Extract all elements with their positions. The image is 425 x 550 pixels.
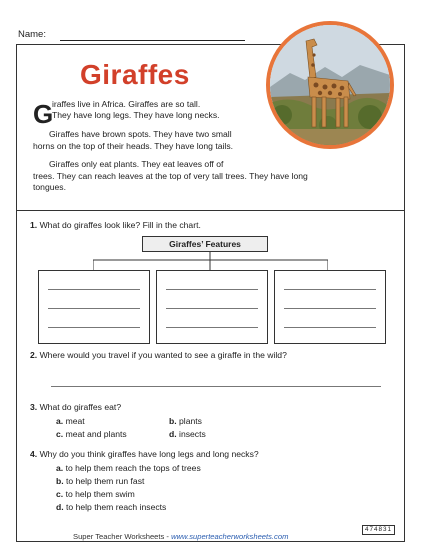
question-1-number: 1.: [30, 220, 38, 230]
question-3-option-d[interactable]: d. insects: [169, 429, 206, 439]
question-4-option-c[interactable]: c. to help them swim: [56, 489, 135, 499]
footer: [73, 532, 288, 541]
question-4-number: 4.: [30, 449, 38, 459]
question-3-option-a[interactable]: a. meat: [56, 416, 85, 426]
question-4-text: Why do you think giraffes have long legs and long necks?: [39, 449, 259, 459]
worksheet-code: 474831: [362, 525, 395, 535]
dropcap-letter: G: [33, 99, 54, 129]
question-4-option-a[interactable]: a. to help them reach the tops of trees: [56, 463, 201, 473]
story-paragraph-3-line-3: tongues.: [33, 182, 66, 192]
question-4-option-d[interactable]: d. to help them reach insects: [56, 502, 167, 512]
story-paragraph-2-line-1: Giraffes have brown spots. They have two small: [49, 129, 232, 139]
story-paragraph-1-line-2: They have long legs. They have long necks.: [52, 110, 220, 120]
name-input-line[interactable]: [60, 40, 245, 41]
story-title: Giraffes: [80, 59, 190, 90]
question-2-number: 2.: [30, 350, 38, 360]
feature-box-1[interactable]: [38, 270, 150, 344]
name-label: Name:: [18, 29, 46, 40]
story-paragraph-3-line-1: Giraffes only eat plants. They eat leaves off of: [49, 159, 224, 169]
feature-box-2[interactable]: [156, 270, 268, 344]
question-3-text: What do giraffes eat?: [39, 402, 122, 412]
feature-box-3[interactable]: [274, 270, 386, 344]
question-3-option-c[interactable]: c. meat and plants: [56, 429, 127, 439]
question-3-number: 3.: [30, 402, 38, 412]
question-2-text: Where would you travel if you wanted to see a giraffe in the wild?: [39, 350, 287, 360]
question-3: [30, 402, 121, 413]
story-paragraph-1-line-1: iraffes live in Africa. Giraffes are so tall.: [52, 99, 201, 109]
question-1-text: What do giraffes look like? Fill in the chart.: [39, 220, 201, 230]
features-chart-title: Giraffes’ Features: [142, 236, 268, 252]
question-3-option-b[interactable]: b. plants: [169, 416, 202, 426]
story-paragraph-3-line-2: trees. They can reach leaves at the top of very tall trees. They have long: [33, 171, 308, 181]
chart-connector-lines: [93, 252, 328, 270]
question-2: [30, 350, 287, 361]
question-2-answer-line[interactable]: [51, 386, 381, 387]
question-4: [30, 449, 259, 460]
footer-url-link[interactable]: www.superteacherworksheets.com: [171, 532, 289, 541]
footer-brand: Super Teacher Worksheets -: [73, 532, 172, 541]
giraffe-photo: [266, 21, 394, 149]
giraffe-photo-image: [270, 25, 390, 145]
question-1: [30, 220, 201, 231]
section-divider: [16, 210, 405, 211]
story-paragraph-2-line-2: horns on the top of their heads. They have long tails.: [33, 141, 234, 151]
question-4-option-b[interactable]: b. to help them run fast: [56, 476, 145, 486]
